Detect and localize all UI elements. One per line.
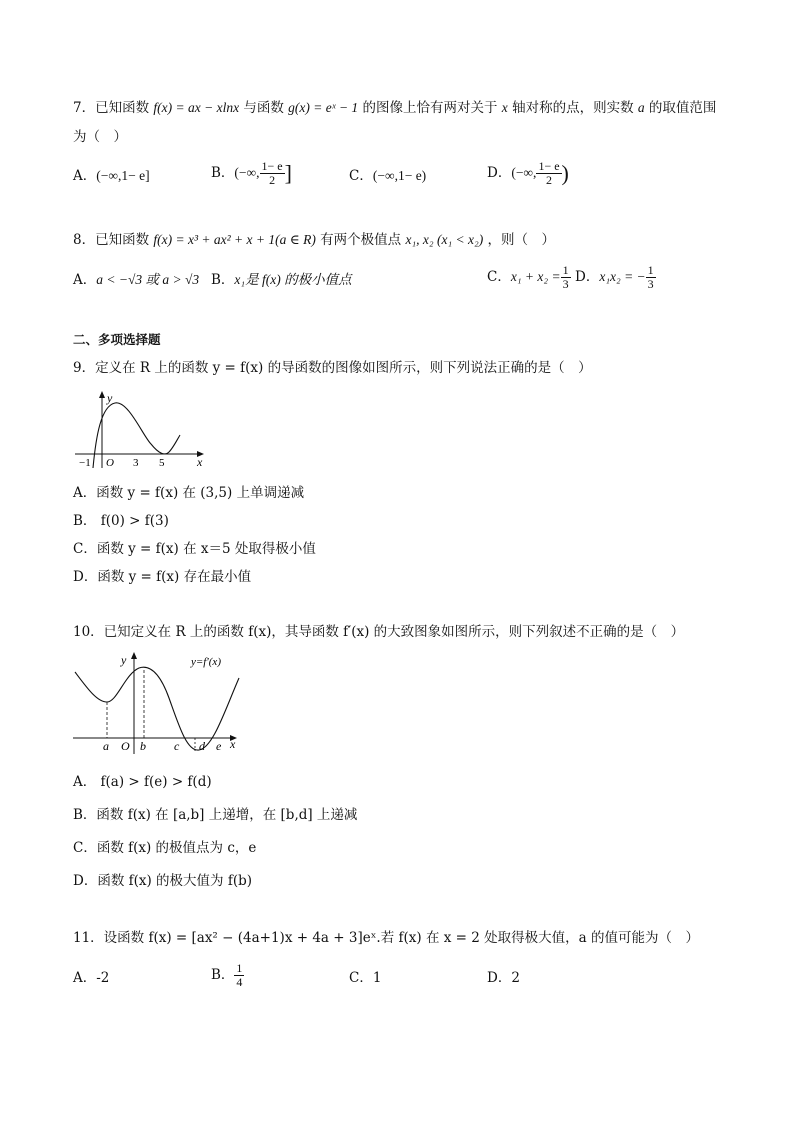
q9-graph-origin: O [106, 457, 114, 469]
q7-option-b-fraction: $\frac{1- e}{2}$ [261, 159, 283, 187]
q9-option-a: A．函数 y = f(x) 在 (3,5) 上单调递减 [73, 485, 305, 501]
q9-graph-tick-5: 5 [159, 457, 165, 469]
q8-option-d: D．x₁x₂ = − $\frac{1}{3}$ [575, 263, 654, 291]
q7-stem-line2: 为（ ） [73, 129, 127, 145]
q9-option-d: D．函数 y = f(x) 存在最小值 [73, 569, 252, 585]
q9-stem: 9．定义在 R 上的函数 y = f(x) 的导函数的图像如图所示，则下列说法正确的是（ ） [73, 360, 592, 376]
q10-graph-y-label: y [121, 653, 127, 667]
q11-option-b-fraction: $\frac{1}{4}$ [236, 961, 243, 989]
q10-option-c: C．函数 f(x) 的极值点为 c，e [73, 840, 257, 856]
q10-option-b: B．函数 f(x) 在 [a,b] 上递增，在 [b,d] 上递减 [73, 807, 358, 823]
q10-stem: 10．已知定义在 R 上的函数 f(x)，其导函数 f′(x) 的大致图象如图所示，则下列叙述不正确的是（ ） [73, 624, 685, 640]
q10-graph-c: c [174, 739, 180, 753]
q10-graph-a: a [103, 739, 109, 753]
q7-option-b: B．(−∞, $\frac{1- e}{2}$ ] [211, 159, 292, 187]
q8-option-c: C．x₁ + x₂ = $\frac{1}{3}$ [487, 263, 569, 291]
q7-option-d: D．(−∞, $\frac{1- e}{2}$ ) [487, 159, 569, 187]
section-heading-multiple-choice: 二、多项选择题 [73, 332, 161, 347]
q10-graph-e: e [216, 739, 222, 753]
q10-option-a: A． f(a) > f(e) > f(d) [73, 774, 212, 790]
q7-option-a: A．(−∞,1− e] [73, 168, 150, 184]
q9-graph-y-label: y [107, 391, 113, 405]
q11-stem: 11．设函数 f(x) = [ax² − (4a+1)x + 4a + 3]eˣ.若 f(x) 在 x = 2 处取得极大值，a 的值可能为（ ） [73, 930, 699, 946]
q7-option-d-fraction: $\frac{1- e}{2}$ [538, 159, 560, 187]
q10-graph-origin: O [121, 739, 130, 753]
q7-stem: 7．已知函数 f(x) = ax − xlnx 与函数 g(x) = eˣ − 1 的图像上恰有两对关于 x 轴对称的点，则实数 a 的取值范围 [73, 100, 717, 116]
q8-option-b: B．x₁是 f(x) 的极小值点 [211, 272, 352, 288]
q8-stem: 8．已知函数 f(x) = x³ + ax² + x + 1(a ∈ R) 有两个极值点 x₁, x₂ (x₁ < x₂) ，则（ ） [73, 232, 555, 248]
q10-option-d: D．函数 f(x) 的极大值为 f(b) [73, 873, 253, 889]
q8-option-c-fraction: $\frac{1}{3}$ [562, 263, 569, 291]
q11-option-a: A．-2 [73, 970, 110, 986]
q8-option-a: A．a < −√3 或 a > √3 [73, 272, 200, 288]
q11-option-d: D．2 [487, 970, 520, 986]
q9-option-c: C．函数 y = f(x) 在 x＝5 处取得极小值 [73, 541, 316, 557]
q9-graph-x-label: x [197, 455, 203, 469]
q10-graph-x-label: x [230, 737, 236, 751]
q9-graph-tick-neg1: −1 [79, 457, 91, 469]
q9-derivative-graph [73, 388, 213, 470]
q10-derivative-graph [73, 650, 245, 756]
q7-option-c: C．(−∞,1− e) [349, 168, 427, 184]
q11-option-b: B． $\frac{1}{4}$ [211, 961, 243, 989]
q10-graph-curve-label: y=f′(x) [191, 656, 221, 668]
q10-graph-d: d [199, 739, 205, 753]
q9-graph-tick-3: 3 [133, 457, 139, 469]
q9-option-b: B． f(0) > f(3) [73, 513, 169, 529]
q10-graph-b: b [140, 739, 146, 753]
q8-option-d-fraction: $\frac{1}{3}$ [647, 263, 654, 291]
q11-option-c: C．1 [349, 970, 382, 986]
